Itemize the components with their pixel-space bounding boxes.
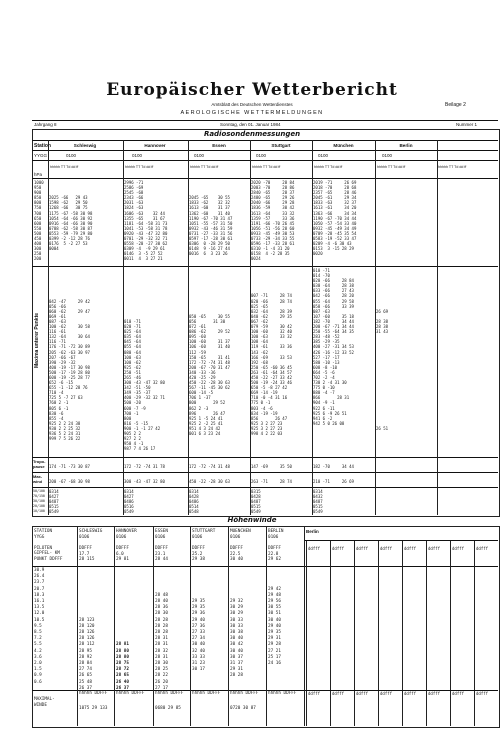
rule <box>32 160 498 161</box>
pressure-level: 700 <box>34 210 42 216</box>
pressure-level: 800 <box>34 200 42 206</box>
pressure-level: 950 <box>34 185 42 191</box>
tropopause-value: 172 -72 -74 31 48 <box>189 464 230 469</box>
yygg-value: 0100 <box>256 153 267 158</box>
maxwind-value: 0720 30 87 <box>230 706 256 711</box>
empty-maxwind-head: ddfff <box>404 691 417 696</box>
winds-row-labels: STATION YYGG PILOTEN GIPFEL- KM PUNKT DDFFF <box>34 529 63 562</box>
empty-column-head: ddfff <box>356 546 369 551</box>
wind-station-name: SCHLESWIG <box>79 529 103 534</box>
winds-heading: Höhenwinde <box>227 516 277 524</box>
station-name: München <box>333 143 354 148</box>
wind-values: 28 48 28 40 28 36 28 30 28 28 28 28 28 28 28 31 28 31 28 32 28 31 28 30 28 25 28 22 26 20 27 17 <box>155 592 168 691</box>
wind-station-yygg: 0106 <box>268 535 279 540</box>
column-line <box>312 140 313 515</box>
hh-label: 70/150 <box>33 494 45 499</box>
wind-station-info: DDFFF 25.2 29 38 <box>192 546 205 563</box>
tropopause-value: 182 -70 34 44 <box>313 464 354 469</box>
right-header: Berlin <box>306 529 319 534</box>
maxwind-value: 300 -43 -47 32 80 <box>124 479 165 484</box>
rule <box>304 540 498 541</box>
radiosonde-heading: Radiosondenmessungen <box>203 130 301 138</box>
empty-column-head: ddfff <box>476 546 489 551</box>
page-title: Europäischer Wetterbericht <box>106 80 398 100</box>
rule <box>32 487 498 488</box>
maxwind-value: 263 -71 28 74 <box>251 479 292 484</box>
wind-station-name: STUTTGART <box>192 529 216 534</box>
significant-levels: 042 -47 29 42 056 -66 060 -62 29 47 069 -61 087 -63 100 -62 30 58 116 -61 132 -64 30 64 116 -71 176 -71 -72 30 89 205 -62 -63 30 97 207 -66 -67 390 -29 -32 400 -19 -17 30 98 500 -17 -19 28 80 600 -19 -25 28 77 652 -6 -15 655 -1 -12 28 76 710 -4 725 5 -7 27 63 760 2 -1 805 6 -1 830 -6 855 -4 925 2 2 24 38 930 2 2 25 32 936 5 2 24 31 999 7 5 26 22 <box>49 298 90 442</box>
column-line <box>450 540 451 726</box>
rule <box>32 140 498 141</box>
maxwind-head: hhhhh DDFFF <box>192 691 221 696</box>
wind-station-name: MUENCHEN <box>230 529 251 534</box>
side-label: Maxima unterer Punkte <box>34 312 40 368</box>
wind-values: 28 81 28 80 28 80 28 75 28 72 28 65 26 40 26 37 <box>116 642 129 691</box>
pressure-level: 650 <box>34 215 42 221</box>
wind-station-yygg: 0106 <box>116 535 127 540</box>
pressure-level: 900 <box>34 190 42 196</box>
column-line <box>123 140 124 515</box>
maxwind-value: 200 -67 -68 30 98 <box>49 479 90 484</box>
pressure-level: 1000 <box>34 180 44 185</box>
column-line <box>474 540 475 726</box>
pressure-level: 500 <box>34 230 42 236</box>
empty-column-head: ddfff <box>428 546 441 551</box>
column-head: hhhhh TT Td dd ff <box>252 165 281 169</box>
column-line <box>375 140 376 515</box>
empty-maxwind-head: ddfff <box>452 691 465 696</box>
issue-date: Sonntag, den 01. Januar 1984 <box>220 122 281 127</box>
column-head: hhhhh TT Td dd ff <box>438 165 467 169</box>
column-line <box>354 540 355 726</box>
yygg-label: YYGG <box>34 153 48 158</box>
empty-maxwind-head: ddfff <box>332 691 345 696</box>
wind-values: 29 32 30 29 30 29 30 33 30 33 30 38 30 40 30 42 30 40 30 37 31 37 29 31 28 28 <box>230 599 243 679</box>
column-line <box>228 526 229 726</box>
maxwind-head: hhhhh DDFFF <box>155 691 184 696</box>
wind-station-yygg: 0106 <box>230 535 241 540</box>
hh-label: 50/100 <box>33 489 45 493</box>
hh-label: 10/100 <box>33 509 45 514</box>
maxwind-row-label: MAXIMAL- WINDE <box>34 697 55 708</box>
yygg-value: 0100 <box>194 153 205 158</box>
tropopause-label: Tropo-pause <box>33 459 46 469</box>
column-line <box>378 540 379 726</box>
maxwind-head: hhhhh DDFFF <box>79 691 108 696</box>
column-line <box>306 540 307 726</box>
empty-maxwind-head: ddfff <box>308 691 321 696</box>
column-line <box>48 140 49 515</box>
station-name: Hannover <box>144 143 166 148</box>
column-line <box>426 540 427 726</box>
wind-station-yygg: 0106 <box>79 535 90 540</box>
tropopause-value: 174 -71 -73 30 87 <box>49 464 90 469</box>
wind-station-name: BERLIN <box>268 529 284 534</box>
maxwind-label: Max-wind <box>33 474 43 484</box>
hpa-label: hPa <box>34 172 43 177</box>
empty-column-head: ddfff <box>452 546 465 551</box>
maxwind-head: hhhhh DDFFF <box>230 691 259 696</box>
empty-column-head: ddfff <box>380 546 393 551</box>
significant-levels: 26 69 28 38 28 38 31 43 26 51 <box>376 308 389 431</box>
column-line <box>114 526 115 726</box>
pressure-level: 250 <box>34 251 42 257</box>
wind-station-info: DDFFF 17.7 28 115 <box>79 546 95 563</box>
sounding-block: 2045 -65 30 55 1833 -62 32 32 1613 -60 31 37 1362 -60 31 40 1190 -67 -70 31 47 1051 -55 -57 31 50 0932 -43 -46 31 59 0731 -27 -33 31 56 0597 -17 -28 30 61 0306 0 -28 29 50 0148 9 -16 27 44 0016 6 3 23 26 <box>189 195 233 257</box>
hh-values: 0314 0428 0486 0514 0548 <box>189 489 199 515</box>
wind-station-info: DDFFF 22.8 29 62 <box>268 546 281 563</box>
column-head: hhhhh TT Td dd ff <box>125 165 154 169</box>
column-line <box>77 526 78 726</box>
header-rule <box>32 120 498 121</box>
station-name: Essen <box>212 143 226 148</box>
rule <box>32 472 498 473</box>
column-head: hhhhh TT Td dd ff <box>190 165 219 169</box>
sounding-block: 2020 -70 28 84 2003 -70 28 86 2840 -65 28 37 2480 -65 29 26 2040 -66 29 28 1836 -59 30 42 1613 -64 33 32 1359 -57 33 36 1191 -66 -70 26 45 1056 -51 -56 28 60 0933 -45 -49 30 53 0733 -29 -34 33 55 0596 -17 -33 28 61 0310 -1 -4 31 20 0158 4 -2 28 35 0024 <box>251 180 295 262</box>
jahrgang: Jahrgang 8 <box>34 122 57 127</box>
station-name: Stuttgart <box>271 143 291 148</box>
column-line <box>402 540 403 726</box>
hh-values: 0314 0432 0487 0515 0549 <box>313 489 323 515</box>
rule <box>32 178 498 179</box>
column-head: hhhhh TT Td dd ff <box>50 165 79 169</box>
pressure-level: 300 <box>34 246 42 252</box>
column-line <box>153 526 154 726</box>
sounding-block: 2025 -66 29 43 1598 -62 29 50 1268 -66 30 75 1175 -67 -58 30 98 1054 -64 -66 30 92 0916 -64 -66 30 90 0788 -62 -58 30 87 0553 -59 -79 29 80 0399 -2 -12 28 76 0176 5 -2 27 53 0004 <box>49 195 93 252</box>
empty-maxwind-head: ddfff <box>356 691 369 696</box>
column-line <box>188 140 189 515</box>
column-line <box>330 540 331 726</box>
station-name: Berlin <box>399 143 413 148</box>
column-line <box>250 140 251 515</box>
yygg-value: 0100 <box>66 153 77 158</box>
pressure-level: 400 <box>34 241 42 247</box>
hh-values: 0315 0428 0487 0515 0549 <box>251 489 261 515</box>
pressure-level: 750 <box>34 205 42 211</box>
wind-station-info: DDFFF 22.5 30 40 <box>230 546 243 563</box>
rule <box>32 457 498 458</box>
pressure-levels <box>34 180 44 262</box>
column-line <box>266 526 267 726</box>
maxwind-value: 210 -71 26 69 <box>313 479 354 484</box>
issue-number: Nummer 1 <box>456 122 478 127</box>
hh-label: 20/100 <box>33 504 45 509</box>
tropopause-value: 172 -72 -74 31 78 <box>124 464 165 469</box>
column-line <box>437 140 438 515</box>
rule <box>32 150 498 151</box>
rule <box>32 266 498 267</box>
significant-levels: 010 -71 014 -70 020 -66 28 84 030 -64 28 38 033 -66 27 43 042 -66 28 20 055 -64 29 58 058 -66 33 39 087 -63 107 -60 35 18 182 -70 34 44 200 -67 -71 34 44 250 -55 -64 34 35 283 -48 -52 385 -29 -35 400 -27 -31 34 53 426 -16 -12 33 52 527 -17 -17 580 -10 -13 608 -8 -10 664 -5 -6 702 -2 -4 730 2 -4 31 30 775 0 -10 880 -4 -7 866 28 31 904 -9 -1 922 6 -11 925 6 -9 26 51 941 6 -2 942 5 0 26 08 <box>313 268 354 426</box>
empty-maxwind-head: ddfff <box>380 691 393 696</box>
empty-column-head: ddfff <box>308 546 321 551</box>
pressure-level: 450 <box>34 236 42 242</box>
hh-labels <box>33 489 45 514</box>
maxwind-value: 1075 29 133 <box>79 706 108 711</box>
maxwind-head: hhhhh DDFFF <box>116 691 145 696</box>
column-head: hhhhh TT Td dd ff <box>377 165 406 169</box>
wind-values: 28 123 28 120 28 126 28 126 28 112 28 95 28 92 28 84 27 74 26 65 25 48 26 37 <box>79 617 95 691</box>
empty-column-head: ddfff <box>404 546 417 551</box>
section-line: AEROLOGISCHE WETTERMELDUNGEN <box>180 110 324 116</box>
wind-values: 29 35 29 35 29 36 29 40 27 36 27 33 27 34 30 40 32 40 33 33 31 23 30 17 <box>192 599 205 673</box>
tropopause-value: 147 -69 35 50 <box>251 464 292 469</box>
rule <box>32 566 498 567</box>
maxwind-value: 450 -22 -28 30 63 <box>189 479 230 484</box>
station-label: Station <box>34 143 51 149</box>
hh-values: 0314 0427 0486 0516 0549 <box>124 489 134 515</box>
pressure-level: 600 <box>34 220 42 226</box>
empty-column-head: ddfff <box>332 546 345 551</box>
yygg-value: 0100 <box>318 153 329 158</box>
yygg-value: 0100 <box>132 153 143 158</box>
wind-station-info: DDFFF 6.0 29 81 <box>116 546 129 563</box>
yygg-value: 0100 <box>382 153 393 158</box>
wind-station-info: DDFFF 23.1 28 44 <box>155 546 168 563</box>
sounding-block: 2019 -71 26 69 2018 -70 28 68 2357 -65 28 46 2045 -61 29 34 1833 -63 32 37 1613 -61 34 20 1363 -66 34 34 1190 -67 -70 34 44 1050 -57 -54 33 40 0932 -45 -49 34 49 0709 -28 -45 35 54 0583 -19 -52 33 47 0209 -4 -6 30 43 0153 3 -15 28 29 0020 <box>313 180 357 257</box>
column-head: hhhhh TT Td dd ff <box>314 165 343 169</box>
maxwind-value: 0680 29 85 <box>155 706 181 711</box>
wind-heights: 30.9 26.4 23.7 20.7 18.3 16.1 13.5 12.0 10.5 9.5 8.5 7.2 5.5 4.2 3.6 2.0 1.5 0.9 0.6 <box>34 568 45 685</box>
empty-maxwind-head: ddfff <box>476 691 489 696</box>
column-line <box>304 526 305 726</box>
maxwind-head: hhhhh DDFFF <box>268 691 297 696</box>
sounding-block: 2996 -71 2586 -69 2545 -68 2343 -66 2031 -63 1824 -63 1606 -63 32 44 1355 -65 31 67 1181 -64 -58 31 73 1041 -53 -58 31 78 0920 -43 -47 32 80 0701 -29 -32 32 71 0558 -20 -27 30 62 0309 -4 -9 29 61 0146 3 -5 27 52 0011 4 3 27 21 <box>124 180 168 262</box>
subtitle: Amtsblatt des Deutschen Wetterdienstes <box>211 102 293 107</box>
pressure-level: 550 <box>34 225 42 231</box>
significant-levels: 050 -65 30 55 056 31 30 072 -61 086 -62 29 52 095 -60 100 -60 31 37 106 -60 31 40 112 -59 150 -65 31 41 172 -72 -74 31 48 200 -67 -70 31 47 340 -33 -36 420 -25 -29 450 -22 -28 30 63 567 -11 -45 30 62 600 -14 -5 706 1 -37 800 29 52 862 2 -3 896 26 47 925 1 -5 24 41 925 2 -2 25 41 951 4 3 24 42 001 6 3 23 24 <box>189 313 230 436</box>
pressure-level: 200 <box>34 256 42 262</box>
empty-maxwind-head: ddfff <box>428 691 441 696</box>
wind-values: 29 42 29 48 29 56 30 55 30 51 30 40 29 40 29 35 29 31 29 28 27 21 25 17 24 16 <box>268 586 281 667</box>
wind-station-name: HANNOVER <box>116 529 137 534</box>
wind-station-name: ESSEN <box>155 529 168 534</box>
hh-values: 0314 0427 0487 0515 0549 <box>49 489 59 515</box>
hh-label: 30/100 <box>33 499 45 504</box>
wind-station-yygg: 0106 <box>155 535 166 540</box>
significant-levels: 007 -71 28 74 020 -66 28 74 025 -65 032 -64 28 39 040 -62 29 35 067 -62 079 -59 30 42 100 -60 32 40 100 -63 33 32 108 -64 119 -61 33 36 143 -62 166 -69 33 53 192 -68 250 -65 -60 36 45 263 -61 -64 34 57 458 -22 -27 33 42 500 -19 -24 33 46 650 -5 -8 27 42 669 -14 -19 710 -0 -4 31 16 775 0 -1 803 -4 -6 834 -19 -19 856 26 47 925 3 2 27 23 925 3 2 27 23 998 4 2 22 03 <box>251 293 292 436</box>
wind-station-yygg: 0106 <box>192 535 203 540</box>
significant-levels: 010 -71 020 -71 025 -64 035 -64 045 -64 055 -64 080 -64 100 -63 100 -62 925 -62 250 -51 265 -46 300 -43 -47 32 80 342 -51 -50 349 -35 -37 400 -29 -32 32 71 500 -20 600 -7 -9 700 -1 800 816 -5 -15 900 -1 -1 27 42 905 2 2 927 2 2 950 4 -1 987 7 4 26 17 <box>124 318 165 452</box>
pressure-level: 850 <box>34 195 42 201</box>
column-line <box>190 526 191 726</box>
supplement-label: Beilage 2 <box>445 102 466 108</box>
station-name: Schleswig <box>73 143 97 148</box>
